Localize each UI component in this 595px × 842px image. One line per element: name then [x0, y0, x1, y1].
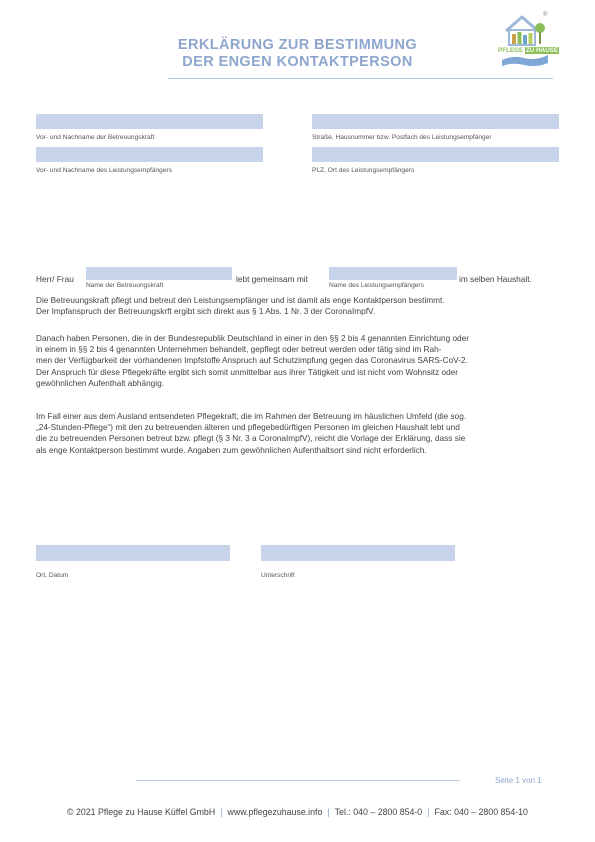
recipient-city-field[interactable]	[312, 147, 559, 162]
paragraph-line: Im Fall einer aus dem Ausland entsendeten Pflegekraft, die im Rahmen der Betreuung im häuslichen Umfeld (die sog.	[36, 412, 467, 421]
statement-caretaker-label: Name der Betreuungskraft	[86, 282, 164, 289]
signature-field[interactable]	[261, 545, 455, 561]
paragraph-line: Der Anspruch für diese Pflegekräfte ergibt sich somit unmittelbar aus ihrer Tätigkeit und ist nicht vom Wohnsitz oder	[36, 367, 459, 377]
statement-recipient-label: Name des Leistungsempfängers	[329, 282, 424, 289]
page-number: Seite 1 von 1	[495, 776, 542, 785]
title-line-2: DER ENGEN KONTAKTPERSON	[182, 54, 413, 70]
recipient-street-label: Straße, Hausnummer bzw. Postfach des Leistungsempfänger	[312, 134, 492, 141]
footer-website-link[interactable]: www.pflegezuhause.info	[227, 807, 323, 817]
paragraph-line: in einem in §§ 2 bis 4 genannten Unternehmen behandelt, gepflegt oder betreut werden oder tätig sind im Rah-	[36, 345, 442, 355]
place-date-label: Ort, Datum	[36, 572, 69, 579]
paragraph-line: Die Betreuungskraft pflegt und betreut den Leistungsempfänger und ist damit als enge Kontaktperson bestimmt.	[36, 296, 445, 305]
recipient-city-label: PLZ, Ort des Leistungsempfängers	[312, 167, 415, 174]
registered-mark: ®	[543, 12, 548, 18]
title-line-1: ERKLÄRUNG ZUR BESTIMMUNG	[177, 37, 418, 53]
logo-text-pflege: PFLEGE	[498, 47, 524, 54]
paragraph-line: men der Verfügbarkeit der vorhandenen Impfstoffe Anspruch auf Schutzimpfung gegen das Coronavirus SARS-CoV-2.	[36, 356, 468, 366]
recipient-street-field[interactable]	[312, 114, 559, 129]
paragraph-line: die zu betreuenden Personen betreut bzw. pflegt (§ 3 Nr. 3 a CoronaImpfV), reicht die Vorlage der Erklärung, dass sie	[36, 434, 466, 444]
paragraph-line: als enge Kontaktperson bestimmt wurde. Angaben zum gewöhnlichen Aufenthaltsort sind nicht erforderlich.	[36, 445, 427, 455]
statement-recipient-field[interactable]	[329, 267, 457, 280]
statement-caretaker-field[interactable]	[86, 267, 232, 280]
footer-separator: |	[427, 807, 430, 817]
statement-prefix: Herr/ Frau	[36, 274, 74, 284]
place-date-field[interactable]	[36, 545, 230, 561]
footer-company: © 2021 Pflege zu Hause Küffel GmbH	[67, 807, 216, 817]
document-title	[0, 37, 595, 71]
footer-separator: |	[327, 807, 330, 817]
footer-divider	[136, 780, 460, 781]
paragraph-line: Danach haben Personen, die in der Bundesrepublik Deutschland in einer in den §§ 2 bis 4 genannten Einrichtung oder	[36, 334, 469, 343]
recipient-name-field[interactable]	[36, 147, 263, 162]
signature-label: Unterschrift	[261, 572, 295, 579]
paragraph-1	[36, 295, 559, 317]
paragraph-2	[36, 333, 559, 389]
footer-fax: Fax: 040 – 2800 854-10	[434, 807, 528, 817]
statement-suffix: im selben Haushalt.	[459, 274, 532, 284]
title-divider	[168, 78, 553, 79]
paragraph-3	[36, 411, 559, 456]
logo-text-zuhause: ZU HAUSE	[525, 47, 559, 54]
recipient-name-label: Vor- und Nachname des Leistungsempfängers	[36, 167, 172, 174]
paragraph-line: Der Impfanspruch der Betreuungskrft ergibt sich direkt aus § 1 Abs. 1 Nr. 3 der CoronaImpfV.	[36, 307, 376, 317]
paragraph-line: „24-Stunden-Pflege“) mit den zu betreuenden älteren und pflegebedürftigen Personen im gleichen Haushalt lebt und	[36, 423, 460, 433]
paragraph-line: gewöhnlichen Aufenthalt abhängig.	[36, 378, 164, 388]
caretaker-name-label: Vor- und Nachname der Betreuungskraft	[36, 134, 155, 141]
footer-separator: |	[220, 807, 223, 817]
footer-phone: Tel.: 040 – 2800 854-0	[334, 807, 423, 817]
caretaker-name-field[interactable]	[36, 114, 263, 129]
statement-middle: lebt gemeinsam mit	[236, 274, 308, 284]
footer	[0, 807, 595, 817]
